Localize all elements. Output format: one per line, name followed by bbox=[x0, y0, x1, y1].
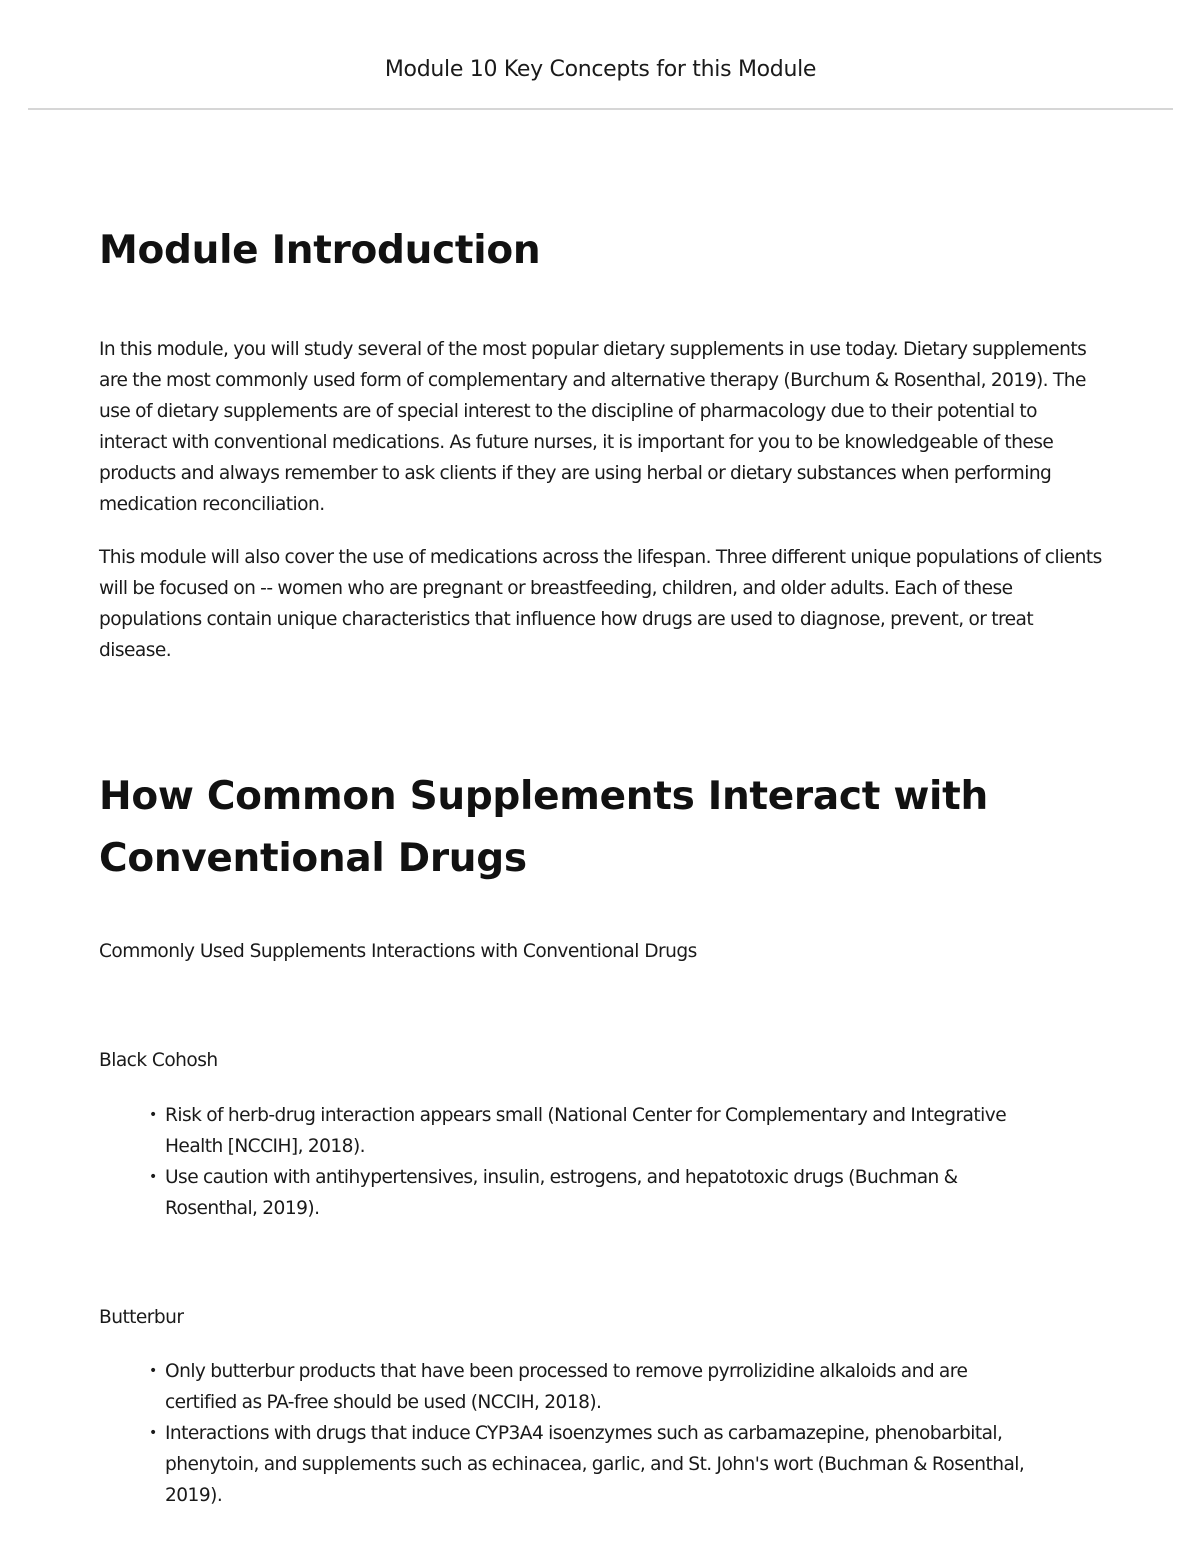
list-item bbox=[147, 1100, 1027, 1162]
black-cohosh-bullet-list bbox=[147, 1100, 1027, 1224]
list-item-text: Only butterbur products that have been processed to remove pyrrolizidine alkaloids and are certified as PA-free should be used (NCCIH, 2018). bbox=[165, 1361, 968, 1413]
bullet-icon: • bbox=[149, 1169, 157, 1185]
page-header-title: Module 10 Key Concepts for this Module bbox=[384, 57, 817, 82]
list-item-text: Risk of herb-drug interaction appears small (National Center for Complementary and Integrative Health [NCCIH], 2018). bbox=[165, 1105, 1007, 1157]
supplements-heading: How Common Supplements Interact with Conventional Drugs bbox=[99, 774, 988, 881]
bullet-icon: • bbox=[149, 1107, 157, 1123]
intro-paragraph-1: In this module, you will study several of the most popular dietary supplements in use today. Dietary supplements are the most commonly used form of complementary and alternative therapy (Burchum & Rosenthal, 2019). The use of dietary supplements are of special interest to the discipline of pharmacology due to their potential to interact with conventional medications. As future nurses, it is important for you to be knowledgeable of these products and always remember to ask clients if they are using herbal or dietary substances when performing medication reconciliation. bbox=[99, 339, 1087, 515]
module-introduction-heading: Module Introduction bbox=[99, 228, 541, 273]
list-item bbox=[147, 1162, 1027, 1224]
supplement-name-butterbur: Butterbur bbox=[99, 1307, 184, 1328]
list-item-text: Use caution with antihypertensives, insulin, estrogens, and hepatotoxic drugs (Buchman & Rosenthal, 2019). bbox=[165, 1167, 958, 1219]
intro-paragraph-2: This module will also cover the use of medications across the lifespan. Three different unique populations of clients will be focused on -- women who are pregnant or breastfeeding, children, and older adults. Each of these populations contain unique characteristics that influence how drugs are used to diagnose, prevent, or treat disease. bbox=[99, 547, 1102, 661]
list-item bbox=[147, 1356, 1027, 1418]
page-header bbox=[28, 0, 1173, 110]
supplements-subheading: Commonly Used Supplements Interactions with Conventional Drugs bbox=[99, 941, 697, 962]
supplement-name-black-cohosh: Black Cohosh bbox=[99, 1050, 218, 1071]
list-item-text: Interactions with drugs that induce CYP3A4 isoenzymes such as carbamazepine, phenobarbital, phenytoin, and supplements such as echinacea, garlic, and St. John's wort (Buchman & Rosenthal, 2019). bbox=[165, 1423, 1025, 1506]
bullet-icon: • bbox=[149, 1363, 157, 1379]
list-item bbox=[147, 1418, 1027, 1511]
bullet-icon: • bbox=[149, 1425, 157, 1441]
butterbur-bullet-list bbox=[147, 1356, 1027, 1511]
